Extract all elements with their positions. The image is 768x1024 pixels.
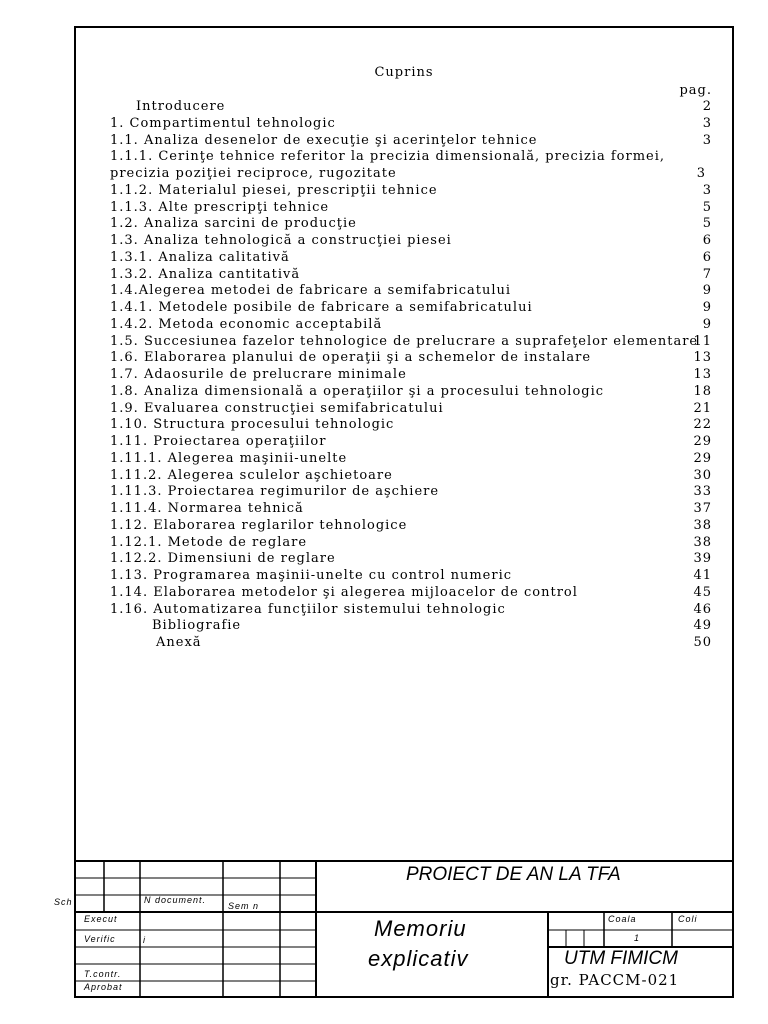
toc-entry (110, 468, 712, 484)
toc-entry-page: 3 (696, 166, 706, 181)
toc-entry (110, 501, 712, 517)
toc-entry-page: 3 (702, 115, 712, 131)
toc-entry (110, 200, 712, 216)
toc-entry-text: 1.8. Analiza dimensională a operaţiilor şi a procesului tehnologic (110, 383, 605, 399)
toc-entry-page: 29 (693, 434, 712, 449)
toc-entry (110, 334, 712, 350)
toc-entry-text: 1.11.1. Alegerea maşinii-unelte (110, 450, 348, 466)
toc-entry-text: 1.3. Analiza tehnologică a construcţiei piesei (110, 233, 452, 248)
toc-entry-text: 1.9. Evaluarea construcţiei semifabricatului (110, 400, 444, 416)
toc-entry-text: 1.10. Structura procesului tehnologic (110, 417, 395, 433)
toc-entry (110, 417, 712, 433)
sheet-number: 1 (634, 933, 641, 943)
toc-entry-text: precizia poziţiei reciproce, rugozitate (110, 166, 397, 181)
toc-entry-page: 45 (693, 584, 712, 600)
project-title: PROIECT DE AN LA TFA (406, 864, 621, 885)
toc-entry-page: 33 (693, 484, 712, 500)
toc-entry-page: 9 (702, 300, 712, 315)
toc-entry-text: 1.11. Proiectarea operaţiilor (110, 434, 327, 449)
toc-entry (110, 535, 712, 551)
toc-entry-text: 1. Compartimentul tehnologic (110, 115, 336, 131)
toc-entry-text: Bibliografie (152, 618, 242, 634)
toc-entry-page: 18 (693, 383, 712, 399)
toc-entry (110, 250, 712, 266)
document-title-line2: explicativ (368, 946, 469, 971)
toc-entry (110, 267, 712, 283)
toc-entry (110, 635, 712, 651)
toc-entry-page: 11 (693, 333, 712, 349)
toc-entry-page: 6 (702, 233, 712, 248)
toc-entry-page: 22 (693, 417, 712, 433)
toc-entry-text: 1.3.1. Analiza calitativă (110, 249, 290, 265)
toc-entry-text: 1.1.1. Cerinţe tehnice referitor la precizia dimensională, precizia formei, (110, 149, 666, 165)
toc-entry-text: 1.5. Succesiunea fazelor tehnologice de prelucrare a suprafeţelor elementare (110, 333, 699, 349)
toc-entry (110, 99, 712, 115)
page-column-label: pag. (679, 83, 712, 98)
row-verific-extra: i (143, 935, 146, 945)
toc-entry-page: 29 (693, 450, 712, 466)
toc-entry-page: 41 (693, 568, 712, 583)
toc-entry-page: 5 (702, 199, 712, 215)
toc-entry-text: 1.4.1. Metodele posibile de fabricare a semifabricatului (110, 300, 533, 315)
toc-entry (110, 317, 712, 333)
toc-entry-text: 1.1.2. Materialul piesei, prescripţii tehnice (110, 182, 438, 198)
toc-entry-text: 1.12.1. Metode de reglare (110, 534, 308, 550)
toc-entry-page: 49 (693, 618, 712, 634)
toc-entry (110, 283, 712, 299)
toc-entry-page: 7 (702, 266, 712, 282)
sheet-label: Coala (608, 914, 637, 924)
toc-entry (110, 300, 712, 316)
row-aprobat-label: Aprobat (84, 982, 123, 992)
toc-entry (110, 451, 712, 467)
toc-entry-page: 3 (702, 132, 712, 148)
toc-entry (110, 133, 712, 149)
toc-entry (110, 585, 712, 601)
toc-entry (110, 484, 712, 500)
toc-entry (110, 149, 712, 165)
toc-entry-page: 39 (693, 551, 712, 567)
toc-title: Cuprins (374, 65, 434, 80)
toc-entry-page: 5 (702, 216, 712, 232)
toc-entry-page: 6 (702, 249, 712, 265)
toc-entry (110, 518, 712, 534)
toc-entry-page: 30 (693, 467, 712, 483)
toc-entry-page: 3 (702, 182, 712, 198)
toc-entry (110, 551, 712, 567)
toc-entry-text: 1.11.4. Normarea tehnică (110, 501, 304, 516)
row-tcontr-label: T.contr. (84, 969, 122, 979)
toc-entry-text: 1.14. Elaborarea metodelor şi alegerea mijloacelor de control (110, 584, 578, 600)
title-block (54, 860, 732, 998)
toc-entry-page: 38 (693, 534, 712, 550)
group-code: gr. PACCM-021 (550, 971, 680, 989)
row-execut-label: Execut (84, 914, 118, 924)
toc-entry-text: 1.2. Analiza sarcini de producţie (110, 216, 357, 232)
toc-entry (110, 233, 712, 249)
toc-entry-page: 50 (693, 635, 712, 650)
toc-entry-text: 1.12.2. Dimensiuni de reglare (110, 551, 336, 567)
row-verific-label: Verific (84, 934, 116, 944)
table-of-contents (76, 28, 732, 996)
toc-entry-page: 13 (693, 350, 712, 366)
toc-entry-page: 38 (693, 517, 712, 533)
toc-entry-text: 1.11.2. Alegerea sculelor aşchietoare (110, 467, 393, 483)
toc-entry-text: 1.1. Analiza desenelor de execuţie şi acerinţelor tehnice (110, 132, 538, 148)
toc-entry-page: 37 (693, 501, 712, 516)
toc-entry-text: 1.16. Automatizarea funcţiilor sistemului tehnologic (110, 601, 506, 617)
document-sheet (54, 26, 734, 998)
column-sch-label: Sch (54, 897, 73, 907)
toc-entry (110, 367, 712, 383)
toc-entry (110, 116, 712, 132)
toc-entry-page: 9 (702, 283, 712, 299)
toc-entry (110, 384, 712, 400)
toc-entry (110, 183, 712, 199)
institution-name: UTM FIMICM (564, 948, 678, 969)
toc-entry-text: 1.7. Adaosurile de prelucrare minimale (110, 367, 407, 382)
toc-entry-text: Anexă (156, 635, 202, 650)
toc-entry-page: 13 (693, 367, 712, 382)
toc-entry (110, 166, 712, 182)
toc-entry (110, 434, 712, 450)
toc-entry-text: 1.6. Elaborarea planului de operaţii şi a schemelor de instalare (110, 350, 592, 366)
document-title-line1: Memoriu (374, 916, 467, 941)
toc-entry (110, 216, 712, 232)
toc-entry-text: 1.12. Elaborarea reglarilor tehnologice (110, 517, 408, 533)
toc-entry-text: 1.3.2. Analiza cantitativă (110, 266, 301, 282)
toc-entry-page: 9 (702, 316, 712, 332)
toc-entry-text: 1.13. Programarea maşinii-unelte cu control numeric (110, 568, 513, 583)
toc-entry (110, 618, 712, 634)
toc-entry-page: 21 (693, 400, 712, 416)
toc-entry (110, 602, 712, 618)
toc-entry (110, 568, 712, 584)
toc-entry-text: 1.1.3. Alte prescripţi tehnice (110, 199, 330, 215)
toc-entry-text: 1.4.2. Metoda economic acceptabilă (110, 316, 383, 332)
toc-entry-page: 2 (702, 99, 712, 114)
column-signature-label: Sem n (228, 901, 260, 911)
toc-entry-text: 1.4.Alegerea metodei de fabricare a semifabricatului (110, 283, 512, 299)
toc-entry-text: Introducere (136, 99, 226, 114)
toc-entry (110, 401, 712, 417)
toc-entry-page: 46 (693, 601, 712, 617)
toc-entry-text: 1.11.3. Proiectarea regimurilor de aşchiere (110, 484, 440, 500)
column-document-label: N document. (144, 895, 207, 905)
sheets-total-label: Coli (678, 914, 698, 924)
toc-entry (110, 350, 712, 366)
